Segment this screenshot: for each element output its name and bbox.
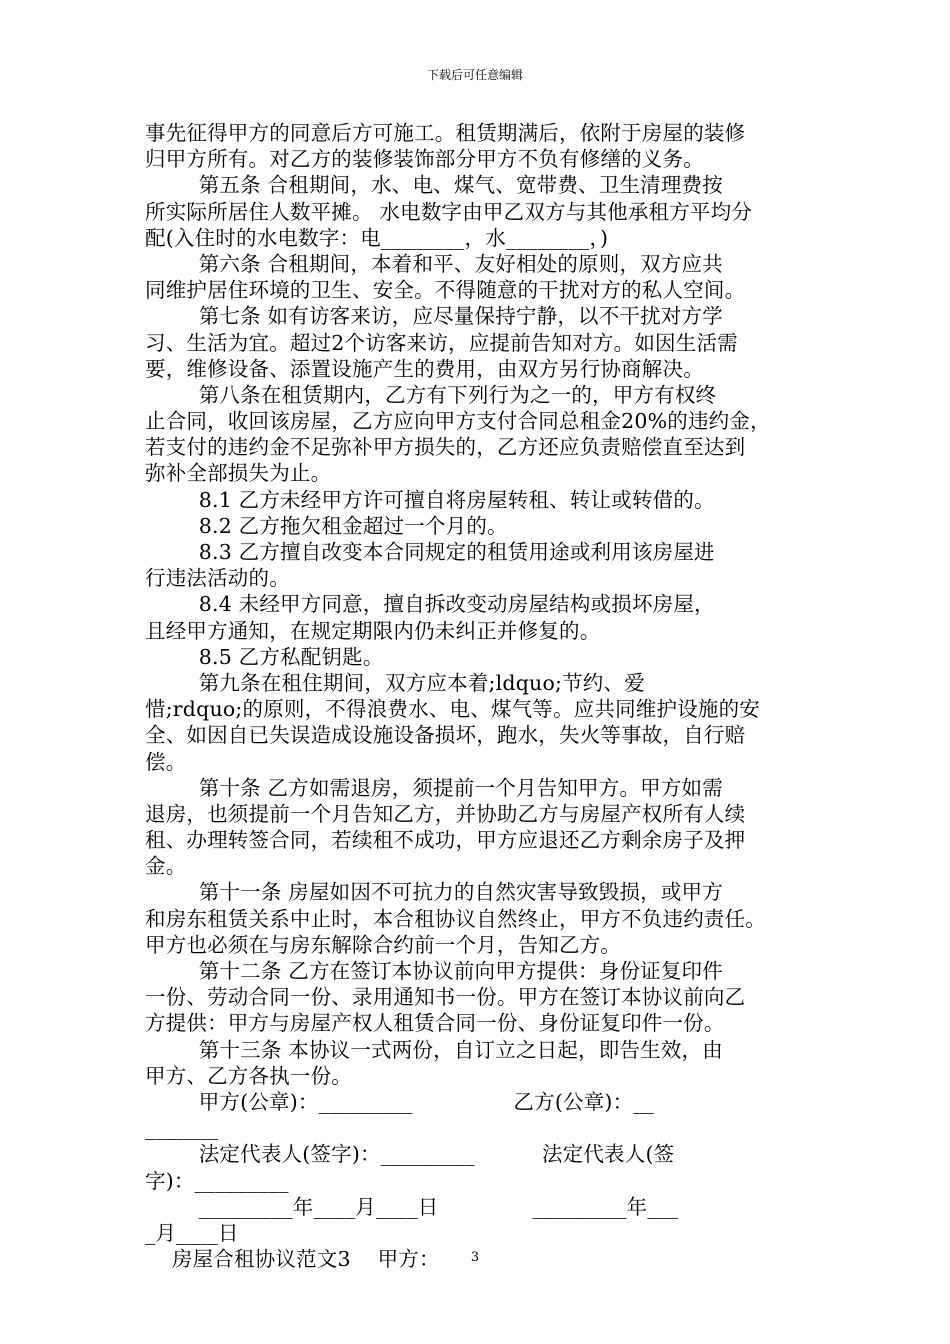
text-line: 第七条 如有访客来访，应尽量保持宁静，以不干扰对方学 — [145, 304, 723, 329]
text-line: 事先征得甲方的同意后方可施工。租赁期满后，依附于房屋的装修 — [145, 121, 746, 145]
text-line: 配(入住时的水电数字：电________，水________，) — [145, 225, 609, 250]
text-line: 弥补全部损失为止。 — [145, 461, 332, 486]
text-line: 甲方也必须在与房东解除合约前一个月，告知乙方。 — [145, 932, 622, 957]
text-line: 甲方、乙方各执一份。 — [145, 1063, 352, 1088]
text-line: 甲方(公章)：_________ 乙方(公章)：__ — [145, 1089, 655, 1114]
text-line: 一份、劳动合同一份、录用通知书一份。甲方在签订本协议前向乙 — [145, 985, 746, 1010]
text-line: _________年____月____日 _________年___ — [145, 1194, 679, 1219]
text-line: 租、办理转签合同，若续租不成功，甲方应退还乙方剩余房子及押 — [145, 828, 746, 853]
text-line: 8.2 乙方拖欠租金超过一个月的。 — [145, 513, 508, 538]
text-line: 第六条 合租期间，本着和平、友好相处的原则，双方应共 — [145, 251, 723, 276]
text-line: 金。 — [145, 854, 187, 879]
text-line: 第八条在租赁期内，乙方有下列行为之一的，甲方有权终 — [145, 382, 717, 407]
text-line: 第五条 合租期间，水、电、煤气、宽带费、卫生清理费按 — [145, 173, 723, 198]
text-line: 且经甲方通知，在规定期限内仍未纠正并修复的。 — [145, 618, 601, 643]
text-line: 同维护居住环境的卫生、安全。不得随意的干扰对方的私人空间。 — [145, 278, 746, 303]
text-line: 偿。 — [145, 749, 187, 774]
text-line: 第九条在租住期间，双方应本着;ldquo;节约、爱 — [145, 670, 645, 695]
page-header: 下载后可任意编辑 — [426, 68, 523, 82]
text-line: 第十二条 乙方在签订本协议前向甲方提供：身份证复印件 — [145, 959, 723, 983]
text-line: 若支付的违约金不足弥补甲方损失的，乙方还应负责赔偿直至达到 — [145, 435, 746, 460]
text-line: 要，维修设备、添置设施产生的费用，由双方另行协商解决。 — [145, 356, 704, 381]
text-line: _______ — [145, 1116, 219, 1141]
text-line: 8.3 乙方擅自改变本合同规定的租赁用途或利用该房屋进 — [145, 540, 715, 564]
text-line: 8.4 未经甲方同意，擅自拆改变动房屋结构或损坏房屋， — [145, 592, 715, 617]
text-line: 第十条 乙方如需退房，须提前一个月告知甲方。甲方如需 — [145, 775, 723, 800]
text-line: 字)：_________ — [145, 1168, 289, 1193]
text-line: 方提供：甲方与房屋产权人租赁合同一份、身份证复印件一份。 — [145, 1011, 725, 1036]
text-line: 习、生活为宜。超过2个访客来访，应提前告知对方。如因生活需 — [145, 330, 738, 355]
text-line: 8.5 乙方私配钥匙。 — [145, 644, 384, 669]
text-line: 止合同，收回该房屋，乙方应向甲方支付合同总租金20%的违约金， — [145, 409, 771, 434]
document-body — [145, 120, 810, 1272]
text-line: 第十三条 本协议一式两份，自订立之日起，即告生效，由 — [145, 1037, 723, 1062]
text-line: 退房，也须提前一个月告知乙方，并协助乙方与房屋产权所有人续 — [145, 801, 746, 826]
page-number: 3 — [470, 1250, 480, 1265]
text-line: 归甲方所有。对乙方的装修装饰部分甲方不负有修缮的义务。 — [145, 147, 704, 172]
text-line: 惜;rdquo;的原则，不得浪费水、电、煤气等。应共同维护设施的安 — [145, 697, 761, 722]
text-line: 法定代表人(签字)：_________ 法定代表人(签 — [145, 1142, 675, 1167]
text-line: 行违法活动的。 — [145, 566, 290, 591]
text-line: 所实际所居住人数平摊。 水电数字由甲乙双方与其他承租方平均分 — [145, 199, 753, 224]
text-line: 全、如因自已失误造成设施设备损坏，跑水，失火等事故，自行赔 — [145, 723, 746, 748]
text-line: 房屋合租协议范文3 甲方： — [145, 1247, 440, 1272]
text-line: 和房东租赁关系中止时，本合租协议自然终止，甲方不负违约责任。 — [145, 906, 766, 931]
text-line: 8.1 乙方未经甲方许可擅自将房屋转租、转让或转借的。 — [145, 487, 715, 512]
text-line: _月____日 — [145, 1220, 239, 1245]
text-line: 第十一条 房屋如因不可抗力的自然灾害导致毁损，或甲方 — [145, 880, 723, 905]
